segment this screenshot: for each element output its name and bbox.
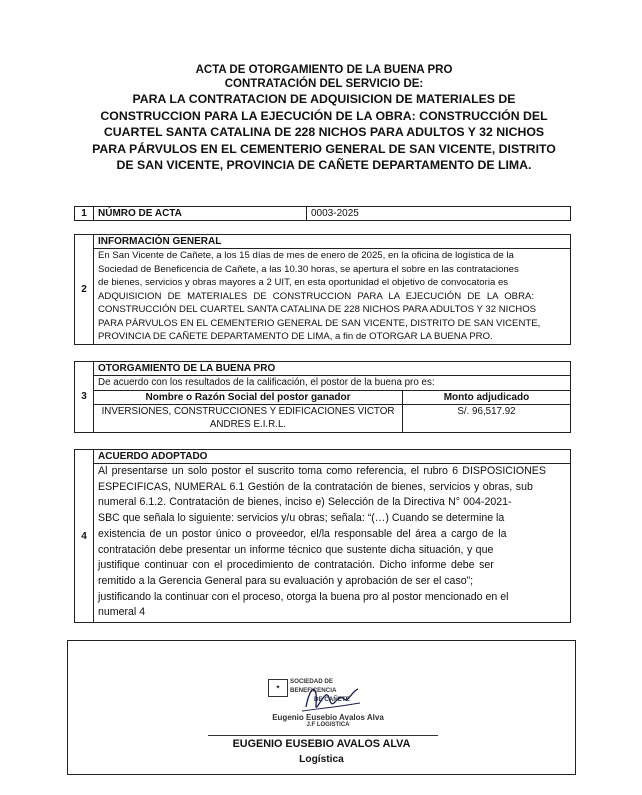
signature-line	[208, 735, 438, 736]
stamp-signer-name: Eugenio Eusebio Avalos Alva	[272, 713, 384, 722]
title-line-4: CONSTRUCCION PARA LA EJECUCIÓN DE LA OBRA: CONSTRUCCIÓN DEL	[100, 108, 548, 123]
winner-name-line: INVERSIONES, CONSTRUCCIONES Y EDIFICACIONES VICTOR	[101, 405, 395, 417]
official-stamp	[268, 675, 378, 715]
agreement-text	[94, 464, 571, 623]
title-line-5: CUARTEL SANTA CATALINA DE 228 NICHOS PARA ADULTOS Y 32 NICHOS	[103, 125, 545, 139]
agreement-line: existencia de un postor único o proveedor, el/la responsable del área a cargo de la	[98, 527, 507, 540]
title-line-2: CONTRATACIÓN DEL SERVICIO DE:	[224, 78, 424, 90]
agreement-line: justificando la continuar con el proceso, otorga la buena pro al postor mencionado en el	[98, 590, 509, 603]
award-title: OTORGAMIENTO DE LA BUENA PRO	[94, 362, 571, 376]
section-3-table	[74, 361, 571, 433]
stamp-location: DE CAÑETE	[314, 696, 350, 703]
agreement-line: numeral 6.1.2. Contratación de bienes, inciso e) Selección de la Directiva N° 004-2021-	[98, 496, 512, 509]
agreement-line: numeral 4	[98, 606, 146, 619]
general-info-line: PROVINCIA DE CAÑETE DEPARTAMENTO DE LIMA, a fin de OTORGAR LA BUENA PRO.	[98, 331, 493, 342]
general-info-line: ADQUISICION DE MATERIALES DE CONSTRUCCION PARA LA EJECUCIÓN DE LA OBRA:	[98, 290, 535, 302]
act-number-label: NÚMRO DE ACTA	[94, 207, 307, 221]
document-title	[60, 63, 588, 174]
stamp-signer-role: J.F LOGISTICA	[306, 722, 350, 728]
agreement-line: justifique continuar con el procedimiento de contratación. Dicho informe debe ser	[98, 559, 494, 572]
agreement-line: contratación debe presentar un informe técnico que sustente dicha situación, y que	[98, 543, 494, 556]
signer-role: Logística	[299, 754, 344, 765]
handwritten-signature	[296, 677, 366, 717]
signature-box	[67, 640, 576, 775]
section-1-number: 1	[75, 207, 94, 221]
general-info-line: de bienes, servicios y obras mayores a 2 UIT, en esta oportunidad el objetivo de convocatoria es	[98, 277, 509, 288]
award-intro: De acuerdo con los resultados de la calificación, el postor de la buena pro es:	[94, 376, 571, 391]
agreement-line: Al presentarse un solo postor el suscrito toma como referencia, el rubro 6 DISPOSICIONES	[98, 465, 546, 477]
general-info-title: INFORMACIÓN GENERAL	[94, 235, 571, 249]
winner-column-header: Nombre o Razón Social del postor ganador	[94, 390, 403, 404]
amount-column-header: Monto adjudicado	[403, 390, 571, 404]
general-info-line: Sociedad de Beneficencia de Cañete, a las 10.30 horas, se apertura el sobre en las contrataciones	[98, 263, 519, 275]
title-line-1: ACTA DE OTORGAMIENTO DE LA BUENA PRO	[195, 64, 453, 76]
general-info-text	[94, 249, 571, 345]
section-2-number: 2	[75, 235, 94, 345]
section-1-table	[74, 206, 571, 221]
agreement-title: ACUERDO ADOPTADO	[94, 450, 571, 464]
general-info-line: PARA PÁRVULOS EN EL CEMENTERIO GENERAL DE SAN VICENTE, DISTRITO DE SAN VICENTE,	[98, 317, 541, 329]
section-3-number: 3	[75, 362, 94, 433]
signer-name: EUGENIO EUSEBIO AVALOS ALVA	[232, 738, 411, 750]
agreement-line: remitido a la Gerencia General para su evaluación y aprobación de ser el caso”;	[98, 574, 474, 587]
title-line-3: PARA LA CONTRATACION DE ADQUISICION DE MATERIALES DE	[132, 92, 516, 106]
winner-name-line: ANDRES E.I.R.L.	[209, 419, 287, 430]
title-line-7: DE SAN VICENTE, PROVINCIA DE CAÑETE DEPARTAMENTO DE LIMA.	[116, 158, 532, 172]
agreement-line: ESPECIFICAS, NUMERAL 6.1 Gestión de la contratación de bienes, servicios y obras, sub	[98, 480, 533, 493]
section-4-number: 4	[75, 450, 94, 623]
section-2-table	[74, 234, 571, 345]
general-info-line: En San Vicente de Cañete, a los 15 días de mes de enero de 2025, en la oficina de logística de la	[98, 250, 514, 261]
winner-name-cell	[94, 404, 403, 432]
general-info-line: CONSTRUCCIÓN DEL CUARTEL SANTA CATALINA DE 228 NICHOS PARA ADULTOS Y 32 NICHOS	[98, 304, 537, 315]
awarded-amount: S/. 96,517.92	[403, 404, 571, 432]
section-4-table	[74, 449, 571, 623]
act-number-value: 0003-2025	[307, 207, 571, 221]
title-line-6: PARA PÁRVULOS EN EL CEMENTERIO GENERAL DE SAN VICENTE, DISTRITO	[92, 141, 556, 156]
stamp-institution: SOCIEDAD DE BENEFICENCIA	[290, 678, 337, 694]
institution-logo-icon: ✦	[268, 679, 288, 697]
agreement-line: SBC que señala lo siguiente: servicios y/u obras; señala: “(…) Cuando se determine la	[98, 512, 505, 525]
